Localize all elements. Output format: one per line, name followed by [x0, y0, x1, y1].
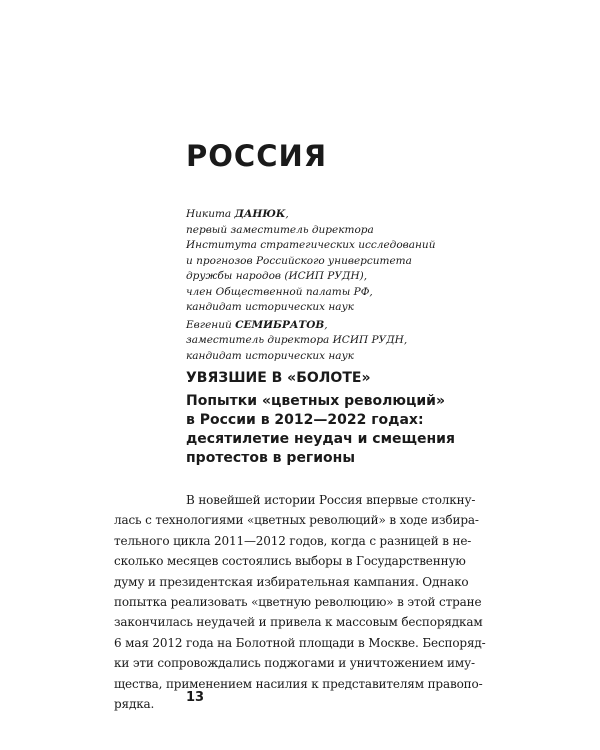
author-affiliation-line: кандидат исторических наук: [186, 349, 354, 362]
body-line: сколько месяцев состоялись выборы в Государственную: [114, 554, 466, 569]
author-affiliation-line: член Общественной палаты РФ,: [186, 285, 373, 298]
author-danyuk: [186, 207, 486, 316]
body-paragraph: [114, 490, 486, 714]
page-number: 13: [186, 690, 205, 705]
author-affiliation-line: и прогнозов Российского университета: [186, 254, 412, 267]
chapter-title: РОССИЯ: [186, 139, 328, 173]
body-line: закончилась неудачей и привела к массовым беспорядкам: [114, 615, 483, 630]
author-block: [186, 207, 486, 364]
author-affiliation-line: Института стратегических исследований: [186, 239, 436, 251]
author-affiliation-line: дружбы народов (ИСИП РУДН),: [186, 270, 368, 282]
body-line: попытка реализовать «цветную революцию» в этой стране: [114, 595, 482, 610]
body-line: тельного цикла 2011—2012 годов, когда с разницей в не-: [114, 533, 472, 548]
article-subtitle-line: в России в 2012—2022 годах:: [186, 412, 424, 428]
body-line: лась с технологиями «цветных революций» в ходе избира-: [114, 513, 479, 528]
article-heading: [186, 369, 476, 468]
body-line: рядка.: [114, 697, 155, 712]
author-affiliation-line: первый заместитель директора: [186, 223, 374, 236]
author-name: Евгений СЕМИБРАТОВ,: [186, 318, 328, 331]
body-line: ки эти сопровождались поджогами и уничтожением иму-: [114, 656, 475, 671]
author-affiliation-line: кандидат исторических наук: [186, 301, 354, 313]
article-kicker: УВЯЗШИЕ В «БОЛОТЕ»: [186, 370, 371, 386]
author-affiliation-line: заместитель директора ИСИП РУДН,: [186, 334, 408, 346]
article-subtitle-line: десятилетие неудач и смещения: [186, 431, 455, 447]
author-name: Никита ДАНЮК,: [186, 208, 289, 220]
body-line: 6 мая 2012 года на Болотной площади в Москве. Беспоряд-: [114, 635, 486, 650]
body-line: думу и президентская избирательная кампания. Однако: [114, 574, 469, 589]
article-subtitle-line: протестов в регионы: [186, 450, 356, 466]
body-line: щества, применением насилия к представителям правопо-: [114, 676, 483, 691]
body-line: В новейшей истории Россия впервые столкну-: [186, 493, 476, 507]
author-semibratov: [186, 318, 486, 365]
article-subtitle-line: Попытки «цветных революций»: [186, 393, 445, 409]
